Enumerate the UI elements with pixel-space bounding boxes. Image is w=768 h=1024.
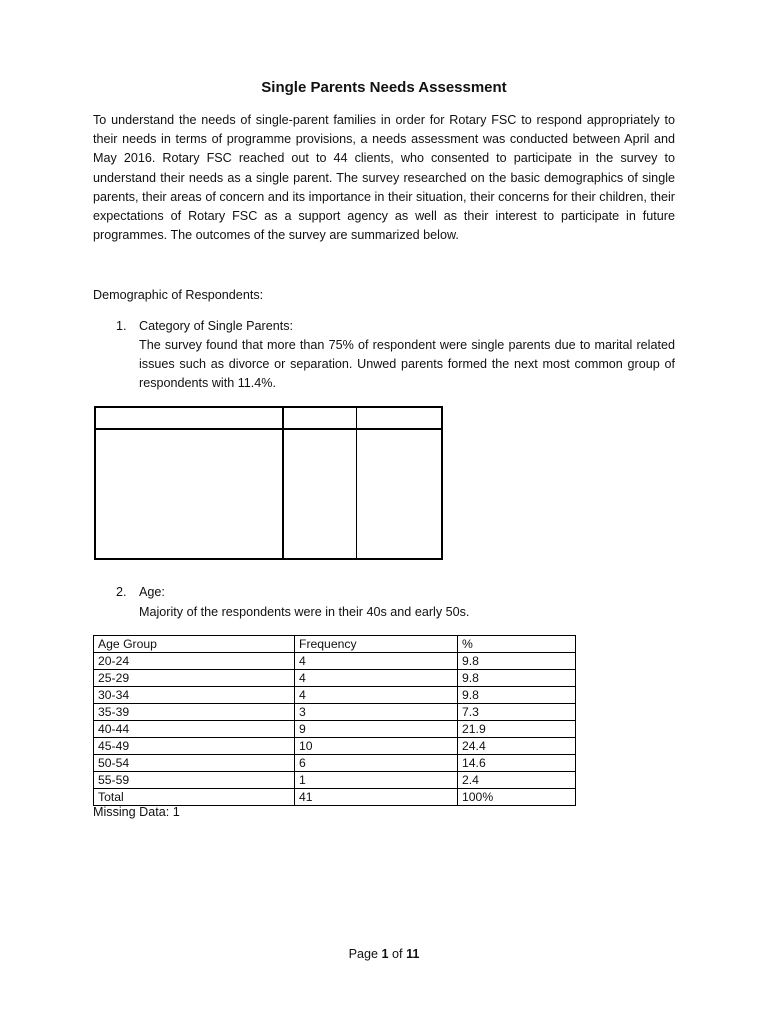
table-row [94, 704, 576, 721]
table-cell: 45-49 [94, 738, 295, 755]
table-row [94, 670, 576, 687]
table-cell: 30-34 [94, 687, 295, 704]
table-cell: 21.9 [458, 721, 576, 738]
item-2-body: Majority of the respondents were in their 40s and early 50s. [139, 605, 470, 619]
table-row [94, 755, 576, 772]
table-cell: 4 [295, 653, 458, 670]
age-table [93, 635, 576, 806]
item-1-body: The survey found that more than 75% of respondent were single parents due to marital related issues such as divorce or separation. Unwed parents formed the next most common group of respondents with 11.4%. [139, 338, 675, 391]
table-cell: 4 [295, 670, 458, 687]
table-cell: 9 [295, 721, 458, 738]
table-column-divider [356, 408, 357, 558]
table-cell: 10 [295, 738, 458, 755]
table-column-divider [282, 408, 284, 558]
table-cell: 100% [458, 789, 576, 806]
table-cell: 25-29 [94, 670, 295, 687]
empty-category-table [94, 406, 443, 560]
table-cell: 24.4 [458, 738, 576, 755]
table-cell: 3 [295, 704, 458, 721]
section-heading: Demographic of Respondents: [93, 288, 264, 302]
table-row [94, 738, 576, 755]
intro-paragraph: To understand the needs of single-parent families in order for Rotary FSC to respond appropriately to their needs in terms of programme provisions, a needs assessment was conducted between April and May 2016. Rotary FSC reached out to 44 clients, who consented to participate in the survey to understand their needs as a single parent. The survey researched on the basic demographics of single parents, their areas of concern and its importance in their situation, their concerns for their children, their expectations of Rotary FSC as a support agency as well as their interest to participate in future programmes. The outcomes of the survey are summarized below. [93, 113, 675, 243]
page-total: 11 [406, 947, 420, 961]
page-footer [0, 947, 768, 961]
table-cell: 9.8 [458, 670, 576, 687]
table-cell: 7.3 [458, 704, 576, 721]
item-2-number: 2. [116, 585, 127, 599]
page-label: Page [348, 947, 379, 961]
table-cell: 50-54 [94, 755, 295, 772]
table-cell: 20-24 [94, 653, 295, 670]
item-2-title: Age: [139, 585, 165, 599]
table-cell: 41 [295, 789, 458, 806]
table-cell: 4 [295, 687, 458, 704]
table-row [94, 772, 576, 789]
page-current: 1 [381, 947, 389, 961]
table-cell: 9.8 [458, 653, 576, 670]
table-header-cell: % [458, 636, 576, 653]
table-header-cell: Age Group [94, 636, 295, 653]
item-1-number: 1. [116, 319, 127, 333]
table-cell: 55-59 [94, 772, 295, 789]
table-cell: 9.8 [458, 687, 576, 704]
table-header-row [94, 636, 576, 653]
table-cell: 1 [295, 772, 458, 789]
table-row [94, 721, 576, 738]
table-row [94, 687, 576, 704]
table-cell: 2.4 [458, 772, 576, 789]
page-of-label: of [392, 947, 403, 961]
table-cell: 35-39 [94, 704, 295, 721]
table-cell: 6 [295, 755, 458, 772]
table-row [94, 653, 576, 670]
table-cell: Total [94, 789, 295, 806]
table-header-rule [96, 428, 441, 430]
table-header-cell: Frequency [295, 636, 458, 653]
table-cell: 14.6 [458, 755, 576, 772]
table-cell: 40-44 [94, 721, 295, 738]
item-1-title: Category of Single Parents: [139, 319, 294, 333]
table-total-row [94, 789, 576, 806]
missing-data-note: Missing Data: 1 [93, 805, 180, 819]
document-title: Single Parents Needs Assessment [261, 79, 507, 96]
